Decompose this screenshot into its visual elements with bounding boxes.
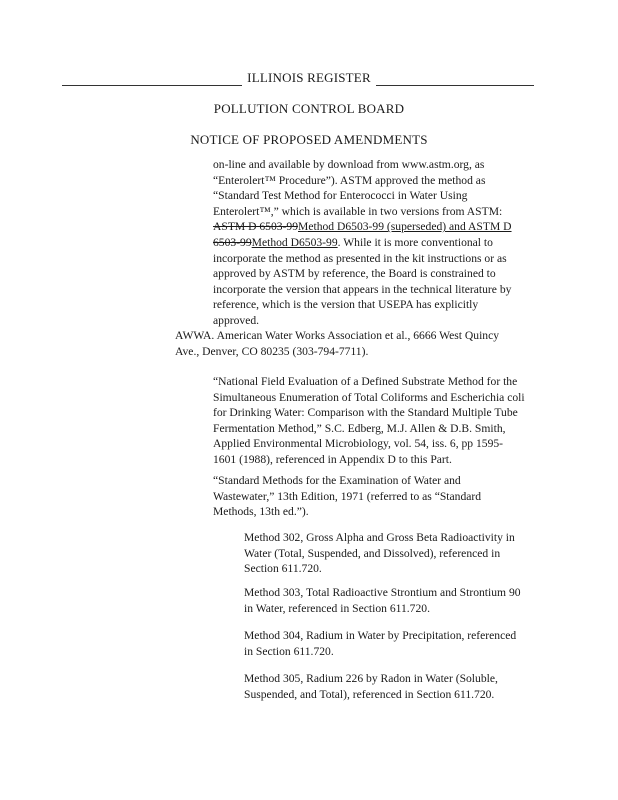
m303-line-2: in Water, referenced in Section 611.720. [244, 601, 430, 615]
national-line-1: “National Field Evaluation of a Defined Substrate Method for the [213, 375, 518, 388]
astm-line-3: “Standard Test Method for Enterococci in Water Using [213, 189, 468, 203]
astm-line-8: approved by ASTM by reference, the Board is constrained to [213, 267, 496, 281]
method-304-paragraph [244, 628, 544, 659]
awwa-paragraph [175, 328, 545, 359]
astm-line-4: Enterolert™,” which is available in two versions from ASTM: [213, 204, 503, 218]
national-line-2: Simultaneous Enumeration of Total Coliforms and Escherichia coli [213, 390, 525, 404]
astm-inserted-text-2: Method D6503-99 [251, 235, 338, 249]
standard-methods-paragraph [213, 473, 543, 520]
astm-line-7: incorporate the method as presented in the kit instructions or as [213, 251, 507, 265]
standard-line-2: Wastewater,” 13th Edition, 1971 (referred to as “Standard [213, 489, 482, 503]
astm-deleted-text-2: 6503-99 [213, 235, 252, 249]
astm-line-5 [213, 219, 543, 235]
astm-line-11: approved. [213, 313, 260, 327]
astm-line-2: “Enterolert™ Procedure”). ASTM approved the method as [213, 173, 486, 187]
m305-line-1: Method 305, Radium 226 by Radon in Water (Soluble, [244, 672, 498, 685]
m303-line-1: Method 303, Total Radioactive Strontium and Strontium 90 [244, 586, 521, 599]
register-title: ILLINOIS REGISTER [247, 70, 371, 85]
national-line-4: Fermentation Method,” S.C. Edberg, M.J. Allen & D.B. Smith, [213, 421, 506, 435]
awwa-line-1: AWWA. American Water Works Association et al., 6666 West Quincy [175, 329, 500, 342]
method-302-paragraph [244, 530, 544, 577]
astm-line-10: reference, which is the version that USEPA has explicitly [213, 298, 479, 312]
astm-paragraph [213, 157, 543, 329]
m302-line-3: Section 611.720. [244, 562, 322, 576]
awwa-line-2: Ave., Denver, CO 80235 (303-794-7711). [175, 344, 369, 358]
astm-line-6-rest: . While it is more conventional to [337, 235, 493, 249]
astm-line-1: on-line and available by download from www.astm.org, as [213, 158, 485, 171]
national-line-6: 1601 (1988), referenced in Appendix D to this Part. [213, 452, 452, 466]
standard-line-1: “Standard Methods for the Examination of Water and [213, 474, 461, 487]
astm-line-6 [213, 235, 543, 251]
astm-line-9: incorporate the version that appears in the technical literature by [213, 282, 512, 296]
national-evaluation-paragraph [213, 374, 543, 468]
astm-inserted-text-1: Method D6503-99 (superseded) and ASTM D [298, 220, 512, 234]
header-rule-left [62, 85, 242, 86]
standard-line-3: Methods, 13th ed.”). [213, 505, 309, 519]
m304-line-2: in Section 611.720. [244, 644, 334, 658]
national-line-3: for Drinking Water: Comparison with the Standard Multiple Tube [213, 406, 518, 420]
m305-line-2: Suspended, and Total), referenced in Section 611.720. [244, 687, 495, 701]
board-title: POLLUTION CONTROL BOARD [213, 101, 405, 116]
method-305-paragraph [244, 671, 544, 702]
national-line-5: Applied Environmental Microbiology, vol. 54, iss. 6, pp 1595- [213, 437, 504, 451]
m304-line-1: Method 304, Radium in Water by Precipitation, referenced [244, 629, 517, 642]
astm-deleted-text-1: ASTM D 6503-99 [213, 220, 299, 234]
notice-title: NOTICE OF PROPOSED AMENDMENTS [190, 132, 428, 147]
header-rule-right [376, 85, 534, 86]
m302-line-2: Water (Total, Suspended, and Dissolved), referenced in [244, 546, 501, 560]
m302-line-1: Method 302, Gross Alpha and Gross Beta Radioactivity in [244, 531, 515, 544]
method-303-paragraph [244, 585, 544, 616]
